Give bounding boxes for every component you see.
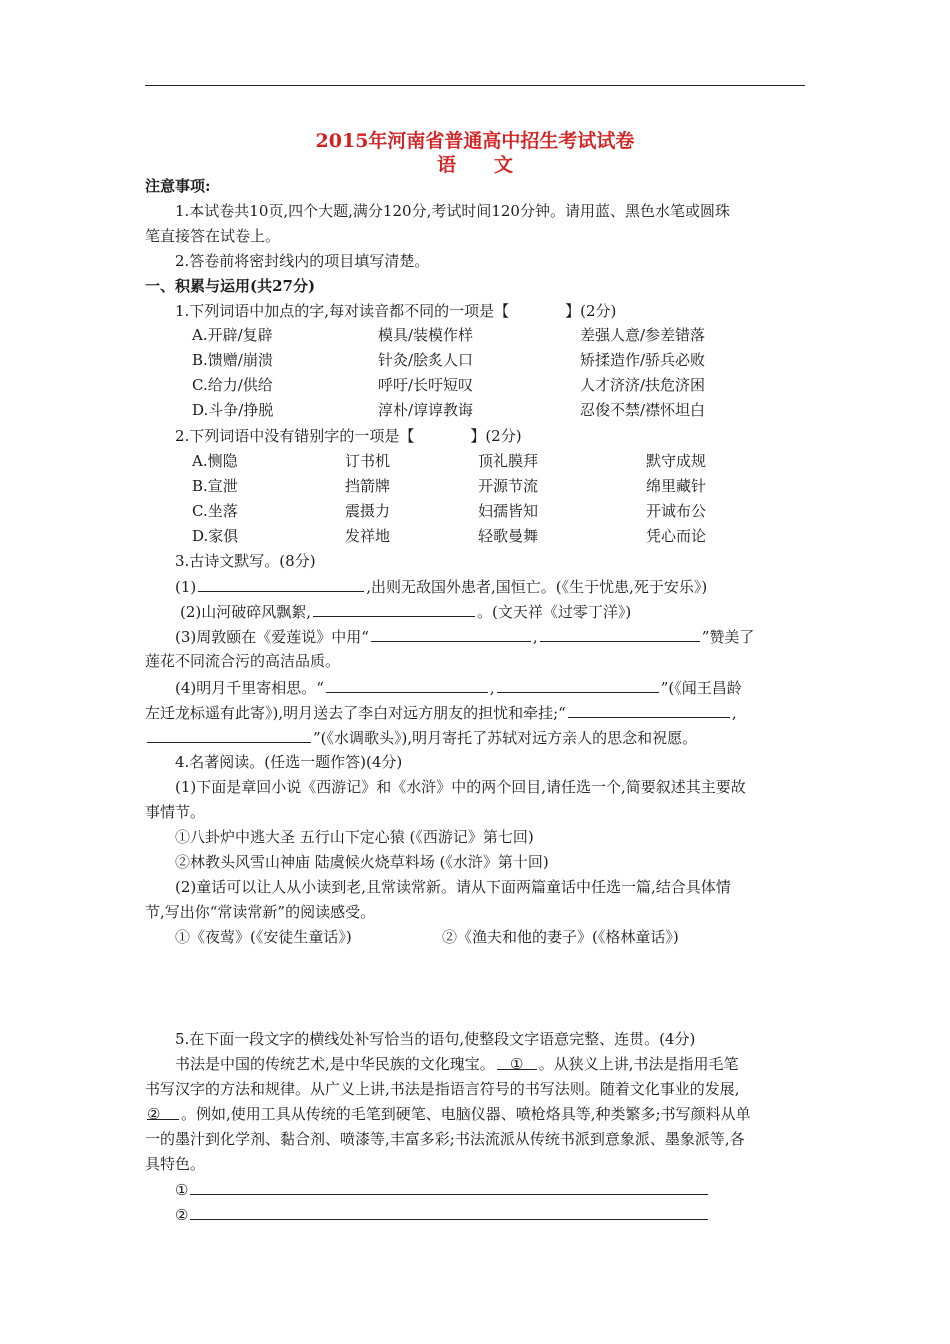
q1-stem: 1.下列词语中加点的字,每对读音都不同的一项是【 】(2分) [175,302,617,320]
answer-line[interactable] [190,1203,708,1220]
q5-para-2: 书写汉字的方法和规律。从广义上讲,书法是指语言符号的书写法则。随着文化事业的发展, [145,1080,740,1098]
q3-line-3: (3)周敦颐在《爱莲说》中用“ , ”赞美了 [175,625,754,648]
blank-marker: ① [510,1055,524,1073]
q5-stem: 5.在下面一段文字的横线处补写恰当的语句,使整段文字语意完整、连贯。(4分) [175,1030,696,1048]
q2-option-cell: 顶礼膜拜 [478,452,539,470]
exam-title: 2015年河南省普通高中招生考试试卷 [315,130,635,152]
q4-part-2: (2)童话可以让人从小读到老,且常读常新。请从下面两篇童话中任选一篇,结合具体情 [175,878,731,896]
q4-stem: 4.名著阅读。(任选一题作答)(4分) [175,753,403,771]
answer-blank[interactable] [497,676,659,693]
answer-blank[interactable] [198,575,364,592]
answer-blank[interactable] [540,625,700,642]
q4-part-2-cont: 节,写出你“常读常新”的阅读感受。 [145,903,376,921]
q5-para-4: 一的墨汁到化学剂、黏合剂、喷漆等,丰富多彩;书法流派从传统书派到意象派、墨象派等,各 [145,1130,745,1148]
q2-option-cell: D.家俱 [192,527,239,545]
q3-stem: 3.古诗文默写。(8分) [175,552,316,570]
section-1-heading: 一、积累与运用(共27分) [145,277,316,295]
answer-blank-2[interactable] [147,1103,179,1123]
q1-option-cell: 模具/装模作样 [378,326,474,344]
answer-blank[interactable] [568,701,730,718]
q2-option-cell: C.坐落 [192,502,238,520]
q2-option-cell: 发祥地 [345,527,391,545]
q2-option-cell: 开源节流 [478,477,539,495]
q1-option-cell: 淳朴/谆谆教诲 [378,401,474,419]
q2-option-cell: 凭心而论 [646,527,707,545]
notice-heading: 注意事项: [145,177,211,195]
q4-item-2: ②林教头风雪山神庙 陆虞候火烧草料场 (《水浒》第十回) [175,853,549,871]
q1-option-cell: A.开辟/复辟 [192,326,273,344]
q5-para-5: 具特色。 [145,1155,206,1173]
answer-blank[interactable] [313,600,475,617]
q1-option-cell: 差强人意/参差错落 [580,326,706,344]
q2-option-cell: A.恻隐 [192,452,238,470]
q4-part-1: (1)下面是章回小说《西游记》和《水浒》中的两个回目,请任选一个,简要叙述其主要故 [175,778,746,796]
q2-option-cell: 默守成规 [646,452,707,470]
q1-option-cell: 针灸/脍炙人口 [378,351,474,369]
notice-item-2: 2.答卷前将密封线内的项目填写清楚。 [175,252,430,270]
q3-line-2: (2)山河破碎风飘絮, 。(文天祥《过零丁洋》) [180,600,631,623]
answer-blank[interactable] [147,726,311,743]
q2-option-cell: 订书机 [345,452,391,470]
q2-option-cell: 轻歌曼舞 [478,527,539,545]
q2-option-cell: 开诚布公 [646,502,707,520]
q1-option-cell: B.馈赠/崩溃 [192,351,273,369]
q2-option-cell: 挡箭牌 [345,477,391,495]
subject-title: 语文 [436,154,551,176]
q2-option-cell: 震摄力 [345,502,391,520]
q2-option-cell: 妇孺皆知 [478,502,539,520]
notice-item-1-cont: 笔直接答在试卷上。 [145,227,281,245]
q3-line-4-cont: 左迁龙标遥有此寄》),明月送去了李白对远方朋友的担忧和牵挂;“ , [145,701,737,724]
q3-line-3-cont: 莲花不同流合污的高洁品质。 [145,652,341,670]
blank-marker: ② [147,1105,161,1123]
q3-line-4-end: ”(《水调歌头》),明月寄托了苏轼对远方亲人的思念和祝愿。 [145,726,697,749]
answer-blank[interactable] [371,625,531,642]
q4-part-1-cont: 事情节。 [145,803,206,821]
q5-answer-1: ① [175,1178,710,1201]
q4-option-2: ②《渔夫和他的妻子》(《格林童话》) [442,928,679,946]
q1-option-cell: 忍俊不禁/襟怀坦白 [580,401,706,419]
q1-option-cell: D.斗争/挣脱 [192,401,274,419]
answer-blank[interactable] [326,676,488,693]
q2-option-cell: 绵里藏针 [646,477,707,495]
q5-para-1: 书法是中国的传统艺术,是中华民族的文化瑰宝。 ① 。从狭义上讲,书法是指用毛笔 [175,1055,739,1073]
q4-item-1: ①八卦炉中逃大圣 五行山下定心猿 (《西游记》第七回) [175,828,534,846]
q3-line-1: (1) ,出则无敌国外患者,国恒亡。(《生于忧患,死于安乐》) [175,575,707,598]
q1-option-cell: 矫揉造作/骄兵必败 [580,351,706,369]
q5-answer-2: ② [175,1203,710,1226]
q4-option-1: ①《夜莺》(《安徒生童话》) [175,928,352,946]
answer-blank-1[interactable] [497,1053,537,1073]
answer-line[interactable] [190,1178,708,1195]
q1-option-cell: C.给力/供给 [192,376,273,394]
header-rule [145,85,805,86]
q3-line-4: (4)明月千里寄相思。“ , ”(《闻王昌龄 [175,676,742,699]
notice-item-1: 1.本试卷共10页,四个大题,满分120分,考试时间120分钟。请用蓝、黑色水笔或圆珠 [175,202,730,220]
q2-stem: 2.下列词语中没有错别字的一项是【 】(2分) [175,427,522,445]
q5-para-3: ② 。例如,使用工具从传统的毛笔到硬笔、电脑仪器、喷枪烙具等,种类繁多;书写颜料从单 [147,1105,751,1123]
q1-option-cell: 人才济济/扶危济困 [580,376,706,394]
q2-option-cell: B.宣泄 [192,477,238,495]
q1-option-cell: 呼吁/长吁短叹 [378,376,474,394]
